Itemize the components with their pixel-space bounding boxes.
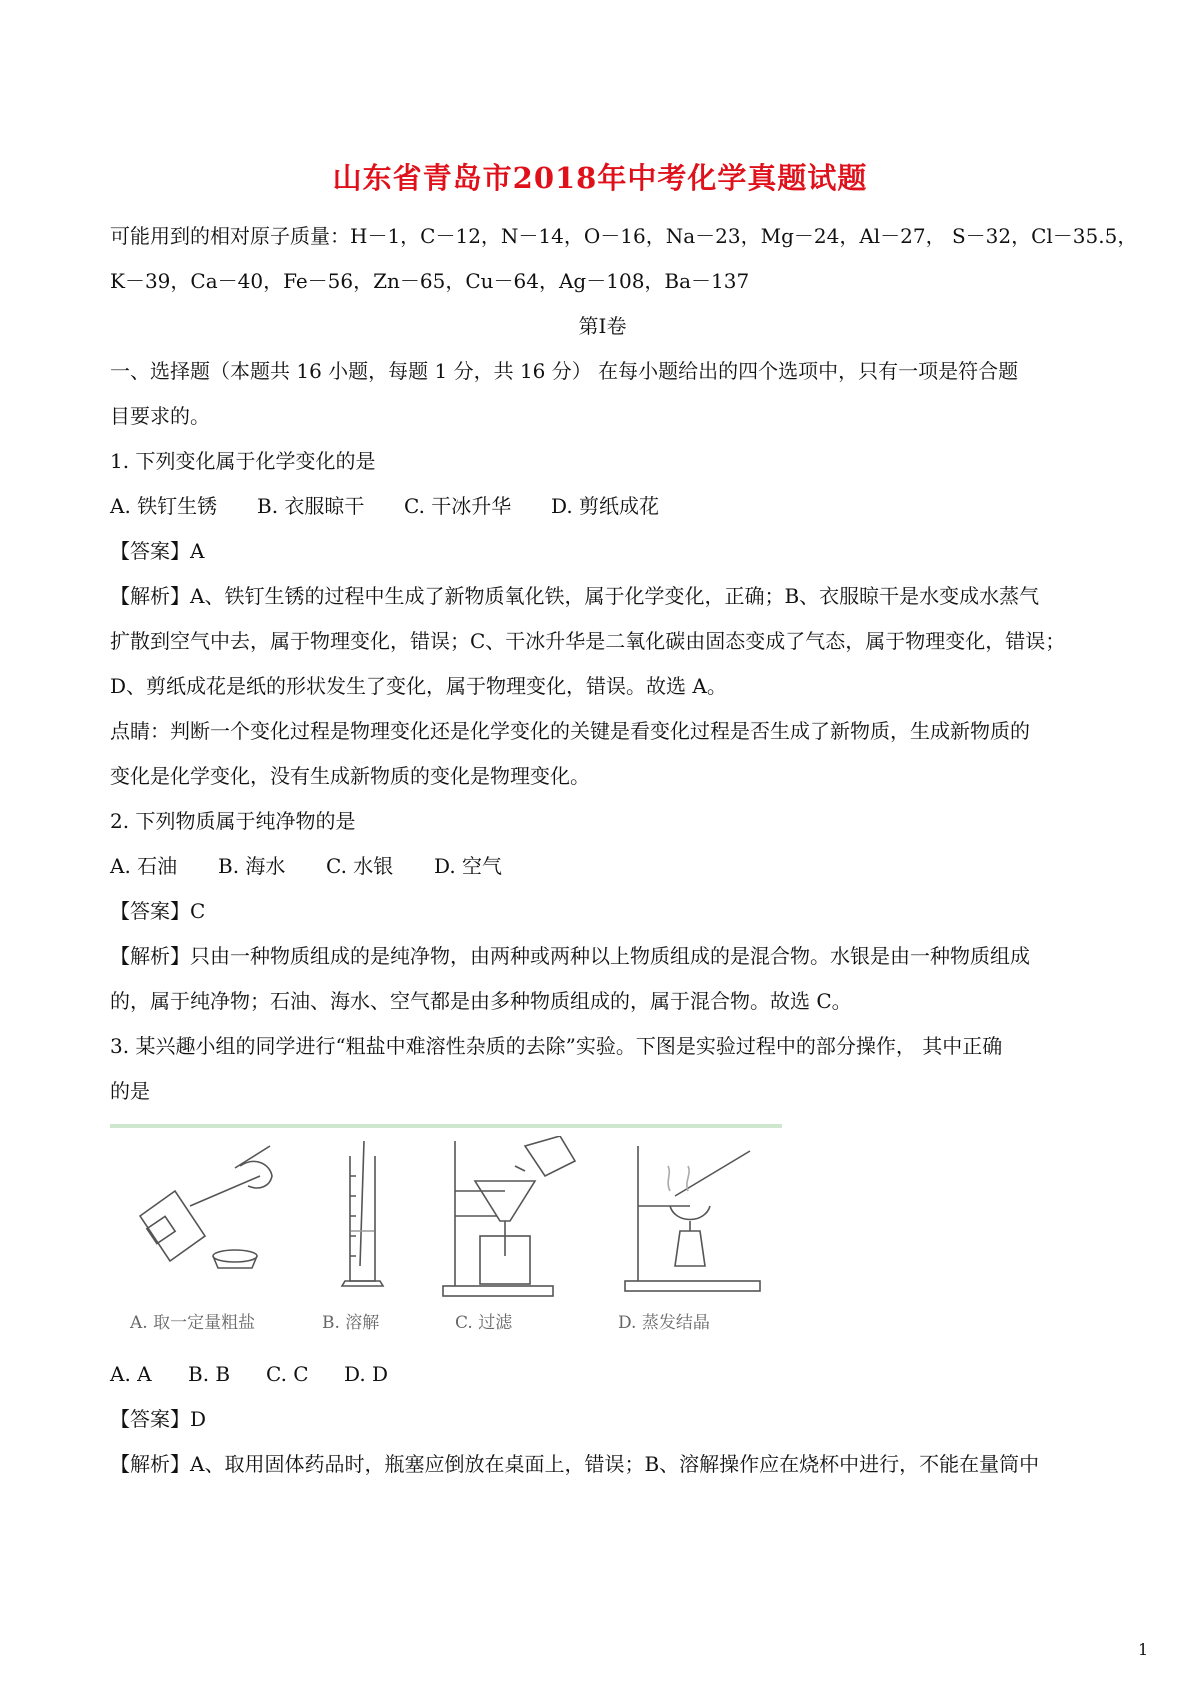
q1-tip-line-1: 点睛：判断一个变化过程是物理变化还是化学变化的关键是看变化过程是否生成了新物质，生成新物质的 xyxy=(110,719,1030,743)
q2-stem: 2. 下列物质属于纯净物的是 xyxy=(110,809,356,833)
q3-option-d: D. D xyxy=(344,1362,389,1386)
figure-caption-d: D. 蒸发结晶 xyxy=(618,1313,710,1333)
q1-option-a: A. 铁钉生锈 xyxy=(110,494,218,518)
figure-d-evaporation-apparatus-illustration xyxy=(610,1136,780,1306)
q3-analysis-line-1: 【解析】A、取用固体药品时，瓶塞应倒放在桌面上，错误；B、溶解操作应在烧杯中进行，不能在量筒中 xyxy=(110,1452,1040,1476)
q2-options xyxy=(110,844,1095,889)
q1-option-c: C. 干冰升华 xyxy=(404,494,512,518)
q1-stem: 1. 下列变化属于化学变化的是 xyxy=(110,449,376,473)
volume-label: 第Ⅰ卷 xyxy=(578,314,627,338)
figure-caption-c: C. 过滤 xyxy=(455,1313,513,1333)
document-title: 山东省青岛市2018年中考化学真题试题 xyxy=(332,161,868,195)
q3-answer: 【答案】D xyxy=(110,1407,207,1431)
document-body xyxy=(110,214,1138,1487)
atomic-masses-line-2: K－39，Ca－40，Fe－56，Zn－65，Cu－64，Ag－108，Ba－137 xyxy=(110,269,750,293)
q1-answer: 【答案】A xyxy=(110,539,205,563)
q3-option-b: B. B xyxy=(188,1362,231,1386)
q2-option-b: B. 海水 xyxy=(218,854,286,878)
q3-stem-line-2: 的是 xyxy=(110,1079,150,1103)
q2-analysis-line-1: 【解析】只由一种物质组成的是纯净物，由两种或两种以上物质组成的是混合物。水银是由一种物质组成 xyxy=(110,944,1030,968)
q1-tip-line-2: 变化是化学变化，没有生成新物质的变化是物理变化。 xyxy=(110,764,590,788)
page-number: 1 xyxy=(1138,1640,1149,1659)
q1-analysis-line-3: D、剪纸成花是纸的形状发生了变化，属于物理变化，错误。故选 A。 xyxy=(110,674,727,698)
section-heading-line-2: 目要求的。 xyxy=(110,404,210,428)
figure-a-salt-bottle-illustration xyxy=(120,1136,280,1306)
q2-option-a: A. 石油 xyxy=(110,854,178,878)
q3-options xyxy=(110,1352,1095,1397)
q1-option-b: B. 衣服晾干 xyxy=(257,494,365,518)
figure-b-graduated-cylinder-illustration xyxy=(320,1136,410,1306)
q3-figure xyxy=(110,1122,1095,1352)
atomic-masses-line-1: 可能用到的相对原子质量：H－1，C－12，N－14，O－16，Na－23，Mg－24，Al－27， S－32，Cl－35.5， xyxy=(110,224,1138,248)
section-heading-line-1: 一、选择题（本题共 16 小题，每题 1 分，共 16 分） 在每小题给出的四个选项中，只有一项是符合题 xyxy=(110,359,1019,383)
q3-option-c: C. C xyxy=(266,1362,309,1386)
figure-caption-a: A. 取一定量粗盐 xyxy=(130,1313,256,1333)
q2-answer: 【答案】C xyxy=(110,899,206,923)
q2-option-c: C. 水银 xyxy=(326,854,394,878)
q3-stem-line-1: 3. 某兴趣小组的同学进行“粗盐中难溶性杂质的去除”实验。下图是实验过程中的部分操作， 其中正确 xyxy=(110,1034,1003,1058)
figure-caption-b: B. 溶解 xyxy=(322,1313,380,1333)
figure-c-filtration-apparatus-illustration xyxy=(435,1136,585,1311)
q1-options xyxy=(110,484,1095,529)
q1-analysis-line-2: 扩散到空气中去，属于物理变化，错误；C、干冰升华是二氧化碳由固态变成了气态，属于物理变化，错误； xyxy=(110,629,1066,653)
q1-analysis-line-1: 【解析】A、铁钉生锈的过程中生成了新物质氧化铁，属于化学变化，正确；B、衣服晾干是水变成水蒸气 xyxy=(110,584,1040,608)
q2-analysis-line-2: 的，属于纯净物；石油、海水、空气都是由多种物质组成的，属于混合物。故选 C。 xyxy=(110,989,852,1013)
q2-option-d: D. 空气 xyxy=(434,854,503,878)
q3-option-a: A. A xyxy=(110,1362,152,1386)
q1-option-d: D. 剪纸成花 xyxy=(551,494,660,518)
figure-top-rule xyxy=(110,1124,782,1128)
